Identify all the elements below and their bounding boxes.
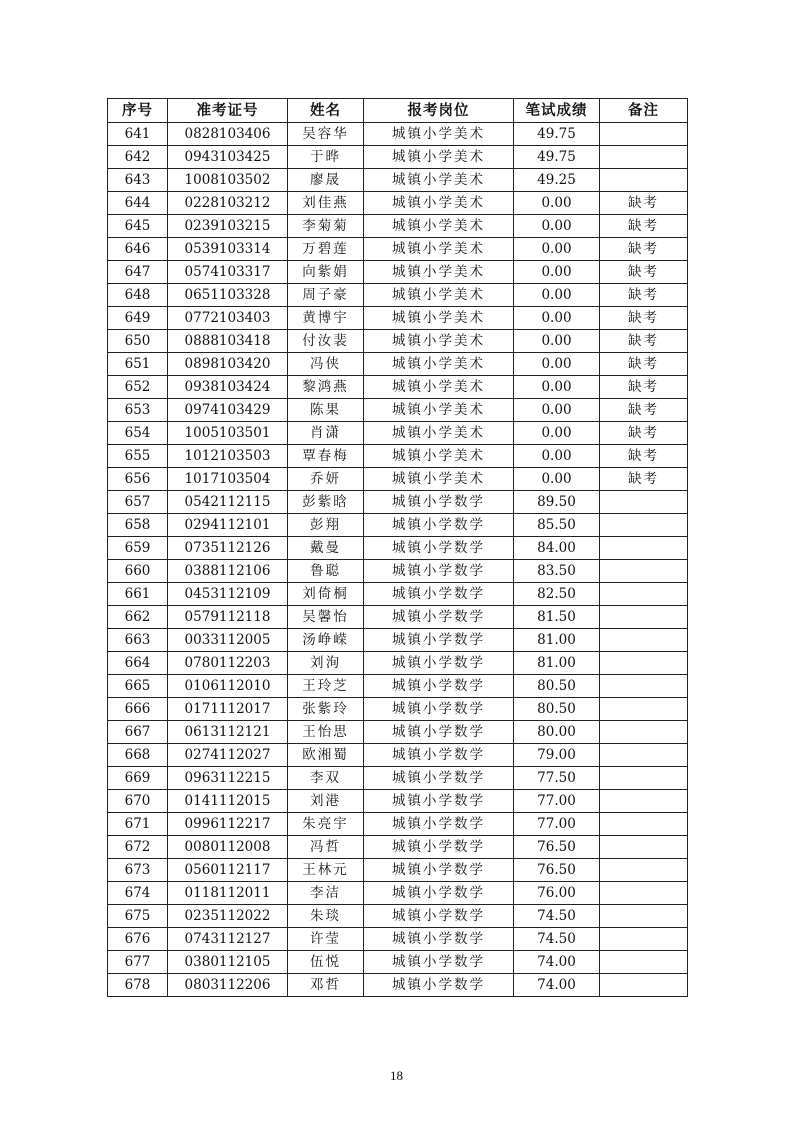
- cell-exam-id: 0743112127: [168, 928, 288, 951]
- cell-score: 49.75: [514, 123, 600, 146]
- cell-name: 刘倚桐: [288, 583, 364, 606]
- table-header: [108, 99, 688, 123]
- cell-note: [600, 675, 688, 698]
- cell-post: 城镇小学数学: [364, 928, 514, 951]
- cell-post: 城镇小学数学: [364, 836, 514, 859]
- cell-exam-id: 0453112109: [168, 583, 288, 606]
- cell-exam-id: 0938103424: [168, 376, 288, 399]
- table-row: [108, 146, 688, 169]
- cell-name: 李洁: [288, 882, 364, 905]
- cell-post: 城镇小学数学: [364, 491, 514, 514]
- cell-exam-id: 0974103429: [168, 399, 288, 422]
- cell-note: [600, 813, 688, 836]
- cell-name: 冯侠: [288, 353, 364, 376]
- page-number: 18: [390, 1068, 403, 1083]
- cell-exam-id: 0141112015: [168, 790, 288, 813]
- cell-seq: 661: [108, 583, 168, 606]
- table-row: [108, 514, 688, 537]
- cell-seq: 642: [108, 146, 168, 169]
- cell-exam-id: 0542112115: [168, 491, 288, 514]
- cell-name: 许莹: [288, 928, 364, 951]
- cell-post: 城镇小学美术: [364, 307, 514, 330]
- cell-name: 陈果: [288, 399, 364, 422]
- cell-seq: 675: [108, 905, 168, 928]
- cell-exam-id: 0579112118: [168, 606, 288, 629]
- cell-score: 85.50: [514, 514, 600, 537]
- cell-exam-id: 0235112022: [168, 905, 288, 928]
- table-row: [108, 721, 688, 744]
- cell-exam-id: 0780112203: [168, 652, 288, 675]
- cell-post: 城镇小学数学: [364, 974, 514, 997]
- cell-note: 缺考: [600, 307, 688, 330]
- cell-seq: 654: [108, 422, 168, 445]
- table-row: [108, 445, 688, 468]
- cell-post: 城镇小学数学: [364, 721, 514, 744]
- cell-seq: 667: [108, 721, 168, 744]
- cell-seq: 644: [108, 192, 168, 215]
- cell-post: 城镇小学数学: [364, 652, 514, 675]
- cell-seq: 668: [108, 744, 168, 767]
- cell-name: 朱亮宇: [288, 813, 364, 836]
- cell-note: 缺考: [600, 238, 688, 261]
- table-row: [108, 169, 688, 192]
- table-row: [108, 882, 688, 905]
- cell-name: 付汝裴: [288, 330, 364, 353]
- cell-post: 城镇小学美术: [364, 353, 514, 376]
- cell-post: 城镇小学美术: [364, 261, 514, 284]
- cell-post: 城镇小学数学: [364, 698, 514, 721]
- cell-note: 缺考: [600, 215, 688, 238]
- cell-exam-id: 0539103314: [168, 238, 288, 261]
- cell-note: 缺考: [600, 399, 688, 422]
- cell-post: 城镇小学美术: [364, 169, 514, 192]
- cell-post: 城镇小学数学: [364, 859, 514, 882]
- cell-note: [600, 514, 688, 537]
- cell-exam-id: 0106112010: [168, 675, 288, 698]
- cell-seq: 673: [108, 859, 168, 882]
- cell-seq: 666: [108, 698, 168, 721]
- cell-exam-id: 0033112005: [168, 629, 288, 652]
- cell-name: 刘洵: [288, 652, 364, 675]
- cell-post: 城镇小学数学: [364, 744, 514, 767]
- cell-post: 城镇小学数学: [364, 813, 514, 836]
- cell-name: 邓哲: [288, 974, 364, 997]
- cell-exam-id: 0388112106: [168, 560, 288, 583]
- cell-exam-id: 0080112008: [168, 836, 288, 859]
- cell-exam-id: 0574103317: [168, 261, 288, 284]
- cell-seq: 678: [108, 974, 168, 997]
- cell-name: 朱琰: [288, 905, 364, 928]
- cell-name: 鲁聪: [288, 560, 364, 583]
- cell-score: 74.00: [514, 974, 600, 997]
- cell-post: 城镇小学数学: [364, 951, 514, 974]
- cell-seq: 665: [108, 675, 168, 698]
- cell-score: 0.00: [514, 192, 600, 215]
- cell-name: 肖潇: [288, 422, 364, 445]
- cell-name: 戴曼: [288, 537, 364, 560]
- cell-name: 向紫娟: [288, 261, 364, 284]
- cell-seq: 646: [108, 238, 168, 261]
- cell-name: 汤峥嵘: [288, 629, 364, 652]
- cell-score: 0.00: [514, 238, 600, 261]
- cell-post: 城镇小学美术: [364, 284, 514, 307]
- cell-exam-id: 0274112027: [168, 744, 288, 767]
- cell-exam-id: 0828103406: [168, 123, 288, 146]
- cell-seq: 663: [108, 629, 168, 652]
- cell-seq: 649: [108, 307, 168, 330]
- cell-note: [600, 146, 688, 169]
- table-row: [108, 675, 688, 698]
- cell-note: [600, 721, 688, 744]
- table-row: [108, 606, 688, 629]
- cell-score: 89.50: [514, 491, 600, 514]
- table-row: [108, 399, 688, 422]
- cell-exam-id: 0171112017: [168, 698, 288, 721]
- cell-note: [600, 951, 688, 974]
- cell-post: 城镇小学美术: [364, 376, 514, 399]
- cell-post: 城镇小学数学: [364, 606, 514, 629]
- table-row: [108, 652, 688, 675]
- cell-post: 城镇小学美术: [364, 445, 514, 468]
- header-exam-id: 准考证号: [168, 99, 288, 123]
- cell-seq: 671: [108, 813, 168, 836]
- cell-note: [600, 629, 688, 652]
- cell-post: 城镇小学数学: [364, 790, 514, 813]
- cell-exam-id: 0118112011: [168, 882, 288, 905]
- cell-score: 0.00: [514, 422, 600, 445]
- cell-post: 城镇小学数学: [364, 514, 514, 537]
- cell-seq: 651: [108, 353, 168, 376]
- cell-seq: 672: [108, 836, 168, 859]
- cell-score: 0.00: [514, 284, 600, 307]
- cell-score: 79.00: [514, 744, 600, 767]
- table-body: [108, 123, 688, 997]
- header-row: [108, 99, 688, 123]
- cell-note: [600, 698, 688, 721]
- cell-score: 84.00: [514, 537, 600, 560]
- cell-post: 城镇小学数学: [364, 560, 514, 583]
- cell-seq: 643: [108, 169, 168, 192]
- cell-score: 76.50: [514, 859, 600, 882]
- cell-score: 76.50: [514, 836, 600, 859]
- cell-score: 0.00: [514, 468, 600, 491]
- cell-score: 77.00: [514, 790, 600, 813]
- cell-seq: 677: [108, 951, 168, 974]
- cell-seq: 662: [108, 606, 168, 629]
- cell-note: 缺考: [600, 376, 688, 399]
- cell-seq: 656: [108, 468, 168, 491]
- table-row: [108, 468, 688, 491]
- cell-seq: 669: [108, 767, 168, 790]
- table-row: [108, 284, 688, 307]
- cell-name: 吴馨怡: [288, 606, 364, 629]
- cell-score: 74.00: [514, 951, 600, 974]
- cell-seq: 650: [108, 330, 168, 353]
- cell-score: 0.00: [514, 376, 600, 399]
- cell-score: 0.00: [514, 330, 600, 353]
- cell-post: 城镇小学数学: [364, 583, 514, 606]
- cell-name: 彭紫晗: [288, 491, 364, 514]
- cell-score: 81.00: [514, 652, 600, 675]
- cell-post: 城镇小学美术: [364, 399, 514, 422]
- header-seq: 序号: [108, 99, 168, 123]
- table-row: [108, 491, 688, 514]
- table-row: [108, 123, 688, 146]
- cell-exam-id: 0898103420: [168, 353, 288, 376]
- score-table: [107, 98, 688, 997]
- cell-name: 张紫玲: [288, 698, 364, 721]
- cell-exam-id: 0772103403: [168, 307, 288, 330]
- cell-name: 万碧莲: [288, 238, 364, 261]
- cell-score: 80.00: [514, 721, 600, 744]
- table-row: [108, 238, 688, 261]
- cell-score: 74.50: [514, 928, 600, 951]
- table-row: [108, 583, 688, 606]
- cell-score: 83.50: [514, 560, 600, 583]
- cell-seq: 657: [108, 491, 168, 514]
- cell-post: 城镇小学数学: [364, 629, 514, 652]
- cell-note: [600, 882, 688, 905]
- cell-score: 81.00: [514, 629, 600, 652]
- cell-post: 城镇小学数学: [364, 905, 514, 928]
- table-row: [108, 376, 688, 399]
- cell-name: 欧湘蜀: [288, 744, 364, 767]
- table-row: [108, 330, 688, 353]
- table-row: [108, 859, 688, 882]
- cell-note: 缺考: [600, 445, 688, 468]
- cell-note: [600, 836, 688, 859]
- cell-note: [600, 790, 688, 813]
- cell-name: 冯哲: [288, 836, 364, 859]
- cell-note: [600, 744, 688, 767]
- cell-name: 王林元: [288, 859, 364, 882]
- cell-seq: 676: [108, 928, 168, 951]
- cell-note: 缺考: [600, 192, 688, 215]
- cell-seq: 658: [108, 514, 168, 537]
- cell-exam-id: 0943103425: [168, 146, 288, 169]
- cell-note: 缺考: [600, 284, 688, 307]
- cell-seq: 645: [108, 215, 168, 238]
- header-post: 报考岗位: [364, 99, 514, 123]
- cell-seq: 641: [108, 123, 168, 146]
- cell-name: 刘港: [288, 790, 364, 813]
- cell-seq: 652: [108, 376, 168, 399]
- cell-score: 76.00: [514, 882, 600, 905]
- cell-note: [600, 169, 688, 192]
- cell-post: 城镇小学美术: [364, 192, 514, 215]
- cell-note: [600, 583, 688, 606]
- cell-score: 74.50: [514, 905, 600, 928]
- header-score: 笔试成绩: [514, 99, 600, 123]
- cell-note: [600, 560, 688, 583]
- cell-name: 李菊菊: [288, 215, 364, 238]
- cell-seq: 664: [108, 652, 168, 675]
- cell-seq: 653: [108, 399, 168, 422]
- cell-note: [600, 537, 688, 560]
- cell-post: 城镇小学美术: [364, 215, 514, 238]
- cell-score: 0.00: [514, 445, 600, 468]
- cell-name: 伍悦: [288, 951, 364, 974]
- cell-note: 缺考: [600, 422, 688, 445]
- cell-name: 王玲芝: [288, 675, 364, 698]
- cell-exam-id: 0228103212: [168, 192, 288, 215]
- table-row: [108, 951, 688, 974]
- cell-post: 城镇小学美术: [364, 146, 514, 169]
- cell-exam-id: 0294112101: [168, 514, 288, 537]
- cell-note: [600, 123, 688, 146]
- cell-name: 周子豪: [288, 284, 364, 307]
- cell-note: [600, 652, 688, 675]
- table-row: [108, 261, 688, 284]
- cell-exam-id: 0963112215: [168, 767, 288, 790]
- cell-score: 82.50: [514, 583, 600, 606]
- cell-name: 于晔: [288, 146, 364, 169]
- cell-exam-id: 0888103418: [168, 330, 288, 353]
- cell-note: 缺考: [600, 353, 688, 376]
- cell-score: 80.50: [514, 698, 600, 721]
- cell-exam-id: 0560112117: [168, 859, 288, 882]
- table-row: [108, 836, 688, 859]
- cell-note: 缺考: [600, 261, 688, 284]
- cell-score: 77.50: [514, 767, 600, 790]
- cell-exam-id: 0613112121: [168, 721, 288, 744]
- cell-post: 城镇小学数学: [364, 537, 514, 560]
- cell-seq: 674: [108, 882, 168, 905]
- cell-name: 廖晟: [288, 169, 364, 192]
- cell-score: 0.00: [514, 215, 600, 238]
- header-note: 备注: [600, 99, 688, 123]
- table-row: [108, 905, 688, 928]
- cell-post: 城镇小学美术: [364, 238, 514, 261]
- cell-note: [600, 905, 688, 928]
- cell-name: 彭翔: [288, 514, 364, 537]
- cell-score: 77.00: [514, 813, 600, 836]
- cell-exam-id: 0380112105: [168, 951, 288, 974]
- cell-post: 城镇小学美术: [364, 123, 514, 146]
- cell-name: 乔妍: [288, 468, 364, 491]
- table-row: [108, 215, 688, 238]
- cell-post: 城镇小学美术: [364, 468, 514, 491]
- cell-seq: 670: [108, 790, 168, 813]
- table-row: [108, 560, 688, 583]
- cell-exam-id: 1012103503: [168, 445, 288, 468]
- cell-score: 0.00: [514, 353, 600, 376]
- cell-note: [600, 606, 688, 629]
- cell-name: 刘佳燕: [288, 192, 364, 215]
- cell-post: 城镇小学美术: [364, 330, 514, 353]
- cell-exam-id: 1005103501: [168, 422, 288, 445]
- header-name: 姓名: [288, 99, 364, 123]
- cell-name: 黄博宇: [288, 307, 364, 330]
- cell-exam-id: 0996112217: [168, 813, 288, 836]
- cell-seq: 648: [108, 284, 168, 307]
- table-row: [108, 353, 688, 376]
- cell-score: 0.00: [514, 399, 600, 422]
- cell-score: 49.75: [514, 146, 600, 169]
- cell-exam-id: 0735112126: [168, 537, 288, 560]
- cell-score: 0.00: [514, 307, 600, 330]
- cell-score: 81.50: [514, 606, 600, 629]
- cell-post: 城镇小学美术: [364, 422, 514, 445]
- cell-post: 城镇小学数学: [364, 767, 514, 790]
- cell-post: 城镇小学数学: [364, 675, 514, 698]
- cell-note: [600, 974, 688, 997]
- cell-score: 49.25: [514, 169, 600, 192]
- table-row: [108, 790, 688, 813]
- table-row: [108, 307, 688, 330]
- cell-score: 80.50: [514, 675, 600, 698]
- cell-name: 吴容华: [288, 123, 364, 146]
- cell-seq: 647: [108, 261, 168, 284]
- cell-seq: 659: [108, 537, 168, 560]
- cell-note: [600, 767, 688, 790]
- table-row: [108, 629, 688, 652]
- cell-exam-id: 0239103215: [168, 215, 288, 238]
- table-row: [108, 192, 688, 215]
- table-row: [108, 537, 688, 560]
- cell-name: 覃春梅: [288, 445, 364, 468]
- cell-seq: 660: [108, 560, 168, 583]
- cell-seq: 655: [108, 445, 168, 468]
- table-row: [108, 767, 688, 790]
- table-row: [108, 422, 688, 445]
- cell-note: [600, 859, 688, 882]
- cell-exam-id: 0651103328: [168, 284, 288, 307]
- table-row: [108, 974, 688, 997]
- cell-name: 黎鸿燕: [288, 376, 364, 399]
- cell-post: 城镇小学数学: [364, 882, 514, 905]
- table-row: [108, 698, 688, 721]
- cell-note: [600, 928, 688, 951]
- cell-exam-id: 1017103504: [168, 468, 288, 491]
- cell-name: 王怡思: [288, 721, 364, 744]
- cell-exam-id: 0803112206: [168, 974, 288, 997]
- cell-note: 缺考: [600, 330, 688, 353]
- cell-score: 0.00: [514, 261, 600, 284]
- cell-note: [600, 491, 688, 514]
- cell-exam-id: 1008103502: [168, 169, 288, 192]
- cell-note: 缺考: [600, 468, 688, 491]
- table-row: [108, 813, 688, 836]
- cell-name: 李双: [288, 767, 364, 790]
- table-row: [108, 928, 688, 951]
- table-row: [108, 744, 688, 767]
